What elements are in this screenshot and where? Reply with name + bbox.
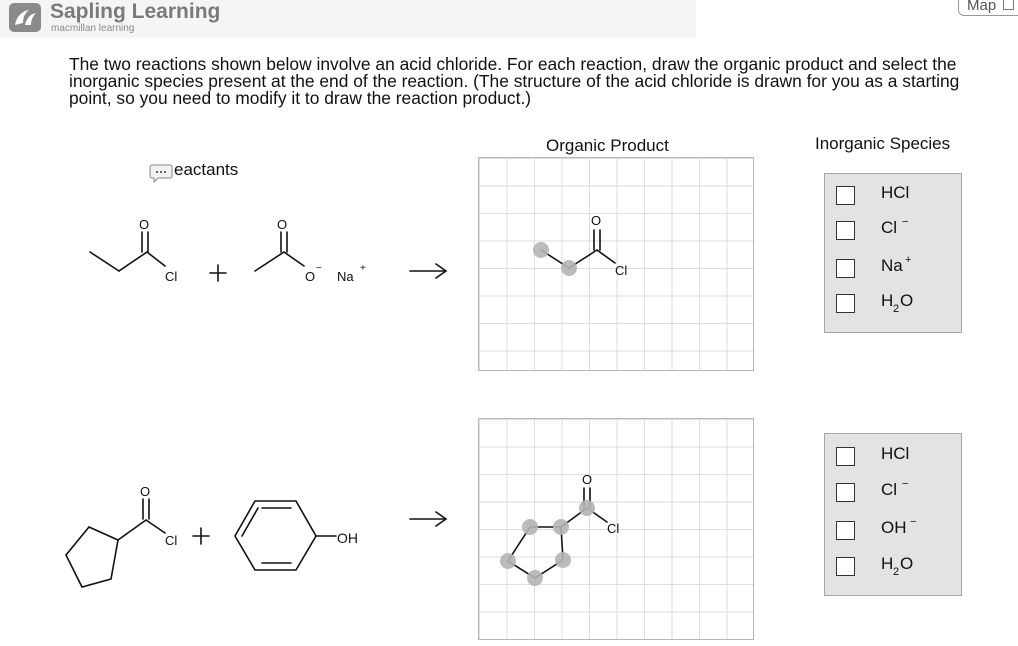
r1-product-structure	[541, 230, 615, 268]
checkbox[interactable]	[836, 221, 855, 240]
r1-product-o: O	[591, 213, 602, 228]
r1-node-1[interactable]	[533, 242, 549, 258]
map-button-label: Map	[967, 0, 997, 14]
r2-oh-label: OH	[337, 530, 358, 546]
checkbox[interactable]	[836, 521, 855, 540]
r2-node-3[interactable]	[555, 552, 571, 568]
reactants-label: eactants	[174, 160, 239, 179]
species-label: Na	[881, 256, 903, 275]
r2-phenol	[235, 501, 336, 570]
species-label-tail: O	[900, 291, 914, 310]
r2-arrow-shape	[410, 512, 446, 526]
species-label: H	[881, 554, 894, 573]
r1-nuc-o-top: O	[277, 217, 288, 232]
species-label: Cl	[881, 480, 898, 499]
species-charge: −	[902, 216, 909, 228]
r2-node-2[interactable]	[553, 519, 569, 535]
species-option[interactable]	[836, 185, 956, 207]
r2-acid-chloride	[66, 499, 165, 587]
species-option[interactable]	[836, 216, 956, 242]
species-label: OH	[881, 518, 907, 537]
checkbox[interactable]	[836, 186, 855, 205]
r1-o-label: O	[139, 217, 150, 232]
species-subscript: 2	[893, 303, 900, 315]
r2-node-5[interactable]	[500, 553, 516, 569]
inorganic-species-heading: Inorganic Species	[815, 134, 951, 153]
species-charge: +	[905, 254, 912, 266]
r1-nuc-o-minus: O	[305, 269, 316, 284]
species-option[interactable]	[836, 516, 956, 542]
question-instructions: The two reactions shown below involve an acid chloride. For each reaction, draw the organic product and select the inorganic species present at the end of the reaction. (The structure of the acid chloride is drawn for you as a starting point, so you need to modify it to draw the reaction product.)	[69, 54, 960, 108]
r1-nuc-minus: −	[316, 263, 322, 274]
species-option[interactable]	[836, 556, 956, 578]
species-subscript: 2	[893, 566, 900, 578]
r1-na-plus: +	[360, 263, 366, 274]
brand-tagline: macmillan learning	[51, 23, 135, 34]
checkbox[interactable]	[836, 259, 855, 278]
species-label: HCl	[881, 444, 910, 463]
brand-name: Sapling Learning	[50, 0, 221, 23]
r1-product-cl: Cl	[615, 263, 628, 278]
species-option[interactable]	[836, 293, 956, 315]
r2-product-cl: Cl	[607, 521, 620, 536]
r2-node-6[interactable]	[579, 500, 595, 516]
r1-na-label: Na	[337, 269, 354, 284]
organic-product-heading: Organic Product	[546, 136, 669, 155]
r2-node-4[interactable]	[527, 570, 543, 586]
inorganic-species-box-1	[824, 173, 962, 333]
r2-plus-shape	[193, 528, 209, 544]
checkbox[interactable]	[836, 557, 855, 576]
r2-product-o: O	[582, 472, 593, 487]
r1-plus-shape	[210, 265, 226, 281]
species-option[interactable]	[836, 254, 956, 280]
checkbox[interactable]	[836, 294, 855, 313]
species-label: HCl	[881, 183, 910, 202]
checkbox[interactable]	[836, 483, 855, 502]
r2-o-label: O	[140, 484, 151, 499]
inorganic-species-box-2	[824, 433, 962, 596]
species-label: Cl	[881, 218, 898, 237]
species-label: H	[881, 291, 894, 310]
r1-arrow-shape	[410, 264, 446, 278]
r1-acid-chloride	[90, 232, 165, 271]
species-option[interactable]	[836, 446, 956, 468]
r1-node-2[interactable]	[561, 260, 577, 276]
checkbox[interactable]	[836, 447, 855, 466]
species-label-tail: O	[900, 554, 914, 573]
r1-cl-label: Cl	[165, 269, 178, 284]
r2-cl-label: Cl	[165, 533, 178, 548]
r1-acetate	[255, 232, 304, 271]
species-charge: −	[910, 516, 917, 528]
r2-node-1[interactable]	[522, 519, 538, 535]
species-charge: −	[902, 478, 909, 490]
species-option[interactable]	[836, 478, 956, 504]
